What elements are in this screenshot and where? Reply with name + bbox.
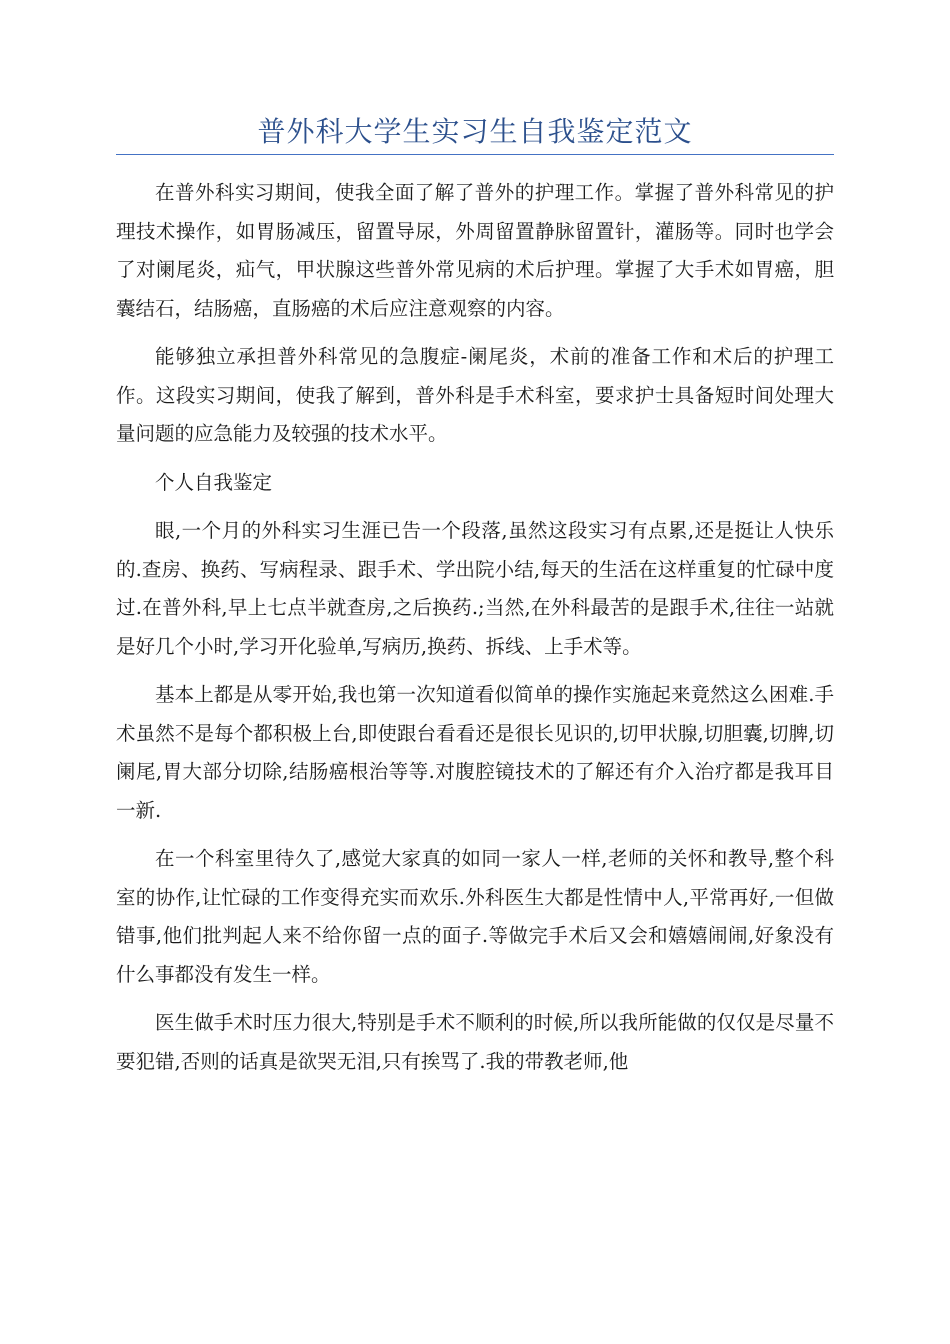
paragraph-1: 在普外科实习期间，使我全面了解了普外的护理工作。掌握了普外科常见的护理技术操作，如胃肠减压，留置导尿，外周留置静脉留置针，灌肠等。同时也学会了对阑尾炎，疝气，甲状腺这些普外常见病的术后护理。掌握了大手术如胃癌，胆囊结石，结肠癌，直肠癌的术后应注意观察的内容。 [116,181,834,320]
document-title: 普外科大学生实习生自我鉴定范文 [257,115,693,148]
document-body [116,174,834,1091]
paragraph-4: 基本上都是从零开始,我也第一次知道看似简单的操作实施起来竟然这么困难.手术虽然不是每个都积极上台,即使跟台看看还是很长见识的,切甲状腺,切胆囊,切脾,切阑尾,胃大部分切除,结肠癌根治等等.对腹腔镜技术的了解还有介入治疗都是我耳目一新. [116,683,834,822]
title-underline [116,154,834,155]
paragraph-2: 能够独立承担普外科常见的急腹症-阑尾炎，术前的准备工作和术后的护理工作。这段实习期间，使我了解到，普外科是手术科室，要求护士具备短时间处理大量问题的应急能力及较强的技术水平。 [116,345,834,445]
paragraph-6: 医生做手术时压力很大,特别是手术不顺利的时候,所以我所能做的仅仅是尽量不要犯错,否则的话真是欲哭无泪,只有挨骂了.我的带教老师,他 [116,1011,834,1073]
paragraph-3: 眼,一个月的外科实习生涯已告一个段落,虽然这段实习有点累,还是挺让人快乐的.查房、换药、写病程录、跟手术、学出院小结,每天的生活在这样重复的忙碌中度过.在普外科,早上七点半就查房,之后换药.;当然,在外科最苦的是跟手术,往往一站就是好几个小时,学习开化验单,写病历,换药、拆线、上手术等。 [116,519,834,658]
section-heading-self-assessment: 个人自我鉴定 [155,470,273,494]
paragraph-5: 在一个科室里待久了,感觉大家真的如同一家人一样,老师的关怀和教导,整个科室的协作,让忙碌的工作变得充实而欢乐.外科医生大都是性情中人,平常再好,一但做错事,他们批判起人来不给你留一点的面子.等做完手术后又会和嬉嬉闹闹,好象没有什么事都没有发生一样。 [116,847,834,986]
